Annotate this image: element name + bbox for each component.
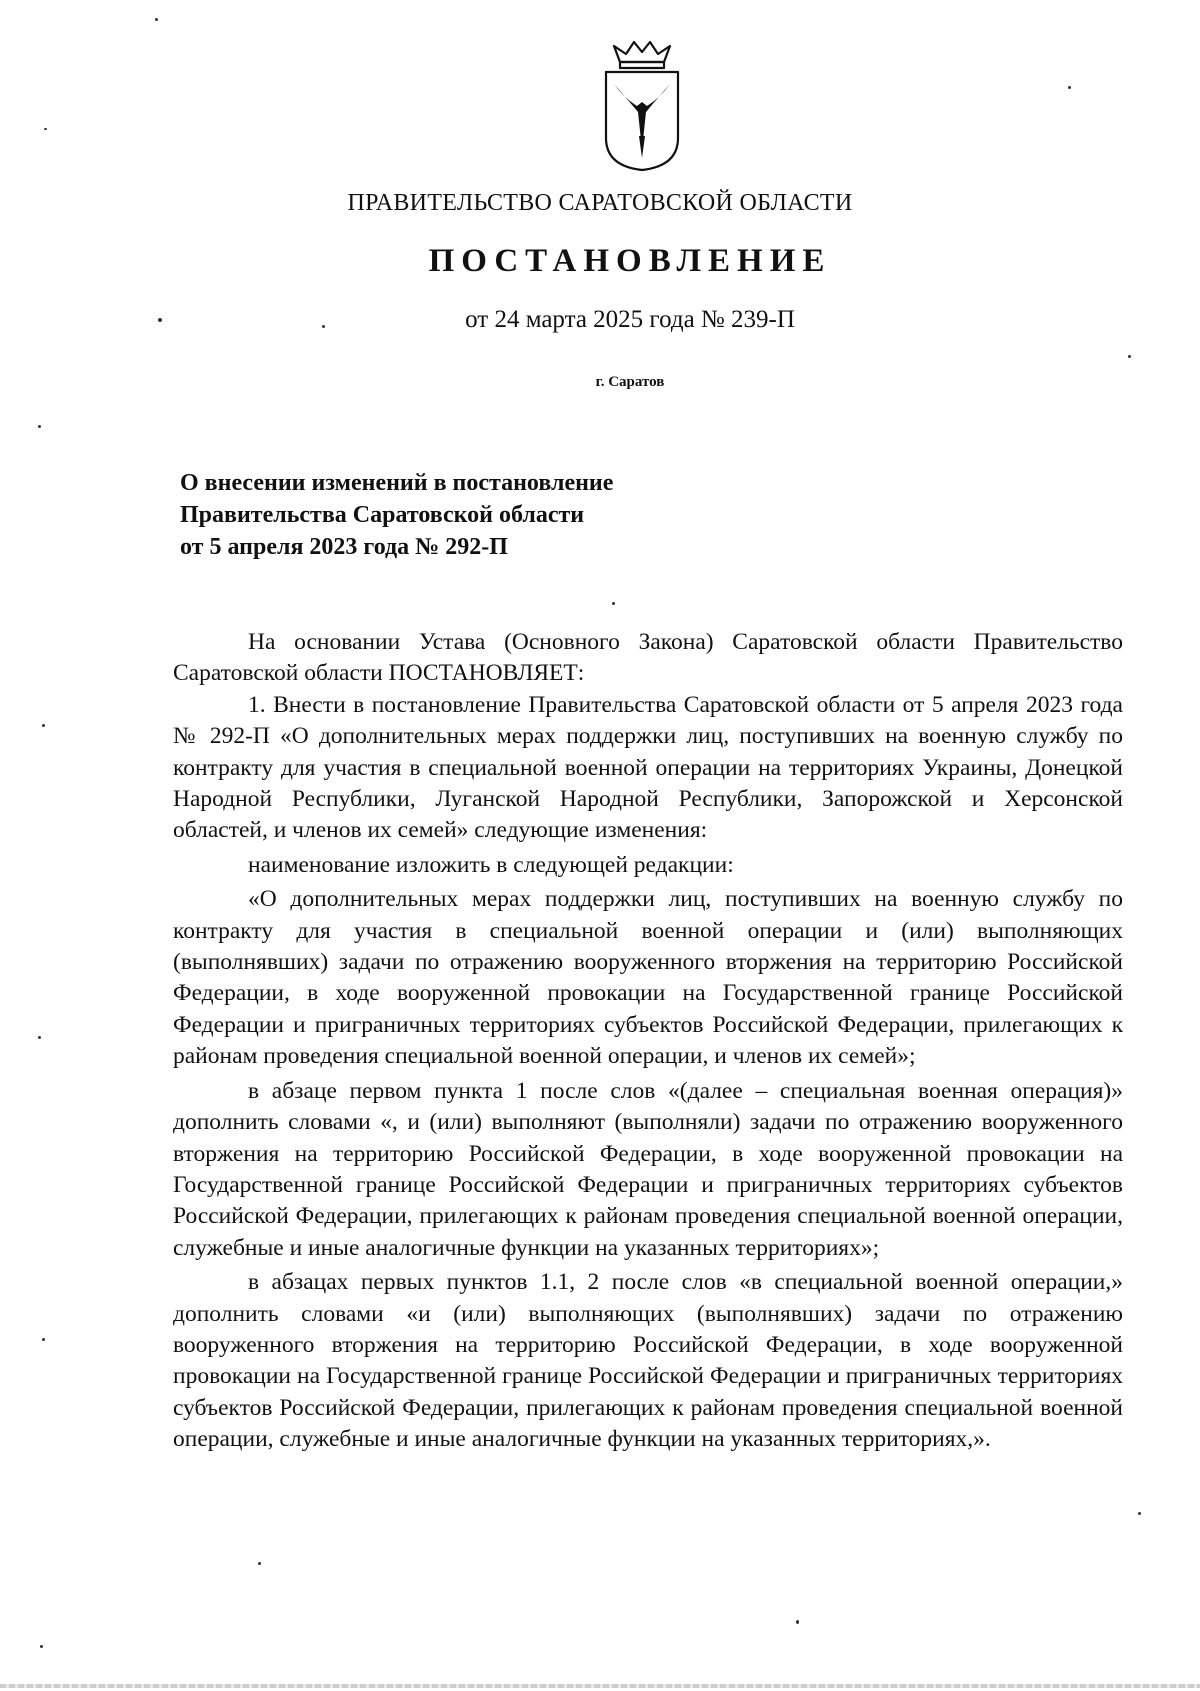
scan-bottom-edge xyxy=(0,1684,1200,1688)
body-paragraph: На основании Устава (Основного Закона) Саратовской области Правительство Саратовской области ПОСТАНОВЛЯЕТ: xyxy=(173,629,1123,687)
body-paragraph: 1. Внести в постановление Правительства Саратовской области от 5 апреля 2023 года № 292-П «О дополнительных мерах поддержки лиц, поступивших на военную службу по контракту для участия в специальной военной операции на территориях Украины, Донецкой Народной Республики, Луганской Народной Республики, Запорожской и Херсонской областей, и членов их семей» следующие изменения: xyxy=(173,691,1123,844)
scan-speck xyxy=(1138,1512,1141,1515)
subject-line: Правительства Саратовской области xyxy=(180,502,585,528)
scan-speck xyxy=(42,1338,45,1341)
scan-speck xyxy=(796,1620,799,1624)
scan-speck xyxy=(612,602,615,605)
scan-speck xyxy=(40,1645,43,1648)
body-paragraph: наименование изложить в следующей редакции: xyxy=(248,851,734,878)
government-name: ПРАВИТЕЛЬСТВО САРАТОВСКОЙ ОБЛАСТИ xyxy=(347,190,853,216)
subject-line: О внесении изменений в постановление xyxy=(180,470,614,496)
scan-speck xyxy=(42,724,45,727)
body-paragraph: в абзаце первом пункта 1 после слов «(далее – специальная военная операция)» дополнить словами «, и (или) выполняют (выполняли) задачи по отражению вооруженного вторжения на территорию Российской Федерации, в ходе вооруженной провокации на Государственной границе Российской Федерации и приграничных территориях субъектов Российской Федерации, прилегающих к районам проведения специальной военной операции, служебные и иные аналогичные функции на указанных территориях»; xyxy=(173,1077,1123,1261)
document-subject xyxy=(180,467,800,563)
document-date-number: от 24 марта 2025 года № 239-П xyxy=(465,306,795,333)
subject-line: от 5 апреля 2023 года № 292-П xyxy=(180,534,508,560)
scan-speck xyxy=(38,1036,41,1039)
scan-speck xyxy=(1068,86,1071,89)
scan-speck xyxy=(155,18,158,21)
document-city: г. Саратов xyxy=(595,374,665,390)
body-paragraph: «О дополнительных мерах поддержки лиц, поступивших на военную службу по контракту для участия в специальной военной операции и (или) выполняющих (выполнявших) задачи по отражению вооруженного вторжения на территорию Российской Федерации, в ходе вооруженной провокации на Государственной границе Российской Федерации и приграничных территориях субъектов Российской Федерации, прилегающих к районам проведения специальной военной операции, и членов их семей»; xyxy=(173,886,1123,1070)
coat-of-arms-emblem xyxy=(600,40,684,172)
scan-speck xyxy=(158,318,162,322)
document-type-title: ПОСТАНОВЛЕНИЕ xyxy=(428,243,832,279)
scan-speck xyxy=(1128,355,1131,358)
document-body xyxy=(173,627,1123,1456)
scan-speck xyxy=(38,425,41,428)
scan-speck xyxy=(258,1562,261,1565)
scan-speck xyxy=(44,128,47,130)
body-paragraph: в абзацах первых пунктов 1.1, 2 после слов «в специальной военной операции,» дополнить словами «и (или) выполняющих (выполнявших) задачи по отражению вооруженного вторжения на территорию Российской Федерации, в ходе вооруженной провокации на Государственной границе Российской Федерации и приграничных территориях субъектов Российской Федерации, прилегающих к районам проведения специальной военной операции, служебные и иные аналогичные функции на указанных территориях,». xyxy=(173,1269,1123,1453)
scan-speck xyxy=(322,325,325,328)
